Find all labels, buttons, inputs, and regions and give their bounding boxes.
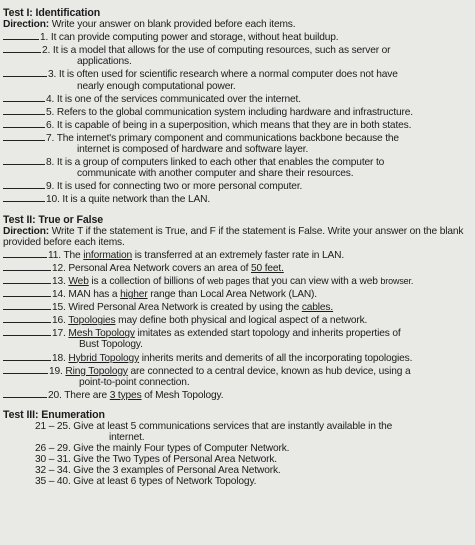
direction-label: Direction:: [3, 19, 50, 31]
answer-blank[interactable]: [3, 326, 51, 336]
item-8: 8. It is a group of computers linked to each other that enables the computer to: [3, 155, 471, 168]
item-7: 7. The internet's primary component and communications backbone because the: [3, 131, 471, 144]
item-13: 13. Web is a collection of billions of web pages that you can view with a web browser.: [3, 274, 471, 287]
item-17-cont: Bust Topology.: [79, 339, 143, 351]
enum-item-21-25-cont: internet.: [109, 432, 145, 444]
answer-blank[interactable]: [3, 300, 51, 310]
answer-blank[interactable]: [3, 92, 45, 102]
item-12: 12. Personal Area Network covers an area of 50 feet.: [3, 261, 471, 274]
item-3: 3. It is often used for scientific research where a normal computer does not have: [3, 67, 471, 80]
test2-title: Test II: True or False: [3, 213, 104, 226]
answer-blank[interactable]: [3, 67, 47, 77]
direction-label: Direction:: [3, 225, 50, 237]
item-4: 4. It is one of the services communicated over the internet.: [3, 92, 471, 105]
test1-direction: [3, 19, 471, 30]
answer-blank[interactable]: [3, 248, 47, 258]
answer-blank[interactable]: [3, 131, 45, 141]
item-18: 18. Hybrid Topology inherits merits and demerits of all the incorporating topologies.: [3, 351, 471, 364]
direction-text: Write T if the statement is True, and F if the statement is False. Write your answer on the blank provided before each items.: [3, 225, 464, 248]
answer-blank[interactable]: [3, 192, 45, 202]
answer-blank[interactable]: [3, 287, 51, 297]
item-19-cont: point-to-point connection.: [79, 376, 190, 388]
item-16: 16. Topologies may define both physical and logical aspect of a network.: [3, 313, 471, 326]
item-2-cont: applications.: [77, 56, 132, 68]
test2-direction: [3, 226, 471, 248]
enum-item-26-29: 26 – 29. Give the mainly Four types of Computer Network.: [35, 443, 290, 455]
direction-text: Write your answer on blank provided before each items.: [51, 19, 296, 31]
item-2: 2. It is a model that allows for the use of computing resources, such as server or: [3, 43, 471, 56]
answer-blank[interactable]: [3, 179, 45, 189]
item-14: 14. MAN has a higher range than Local Area Network (LAN).: [3, 287, 471, 300]
answer-blank[interactable]: [3, 351, 51, 361]
item-10: 10. It is a quite network than the LAN.: [3, 192, 471, 205]
answer-blank[interactable]: [3, 388, 47, 398]
answer-blank[interactable]: [3, 155, 45, 165]
item-17: 17. Mesh Topology imitates as extended start topology and inherits properties of: [3, 326, 471, 339]
answer-blank[interactable]: [3, 105, 45, 115]
item-20: 20. There are 3 types of Mesh Topology.: [3, 388, 471, 401]
enum-item-32-34: 32 – 34. Give the 3 examples of Personal Area Network.: [35, 465, 281, 477]
item-19: 19. Ring Topology are connected to a central device, known as hub device, using a: [3, 364, 471, 377]
item-11: 11. The information is transferred at an extremely faster rate in LAN.: [3, 248, 471, 261]
item-1: 1. It can provide computing power and storage, without heat buildup.: [3, 30, 471, 43]
enum-item-21-25: 21 – 25. Give at least 5 communications services that are instantly available in the: [35, 421, 393, 432]
item-6: 6. It is capable of being in a superposition, which means that they are in both states.: [3, 118, 471, 131]
answer-blank[interactable]: [3, 274, 51, 284]
test3-title: Test III: Enumeration: [3, 408, 105, 421]
answer-blank[interactable]: [3, 313, 51, 323]
item-15: 15. Wired Personal Area Network is created by using the cables.: [3, 300, 471, 313]
item-5: 5. Refers to the global communication system including hardware and infrastructure.: [3, 105, 471, 118]
item-7-cont: internet is composed of hardware and software layer.: [77, 144, 309, 156]
enum-item-30-31: 30 – 31. Give the Two Types of Personal Area Network.: [35, 454, 277, 466]
item-3-cont: nearly enough computational power.: [77, 80, 236, 92]
item-9: 9. It is used for connecting two or more personal computer.: [3, 179, 471, 192]
answer-blank[interactable]: [3, 261, 51, 271]
answer-blank[interactable]: [3, 364, 48, 374]
test1-title: Test I: Identification: [3, 7, 101, 19]
enum-item-35-40: 35 – 40. Give at least 6 types of Network Topology.: [35, 476, 257, 488]
answer-blank[interactable]: [3, 118, 45, 128]
answer-blank[interactable]: [3, 30, 39, 40]
answer-blank[interactable]: [3, 43, 41, 53]
item-8-cont: communicate with another computer and share their resources.: [77, 168, 354, 180]
